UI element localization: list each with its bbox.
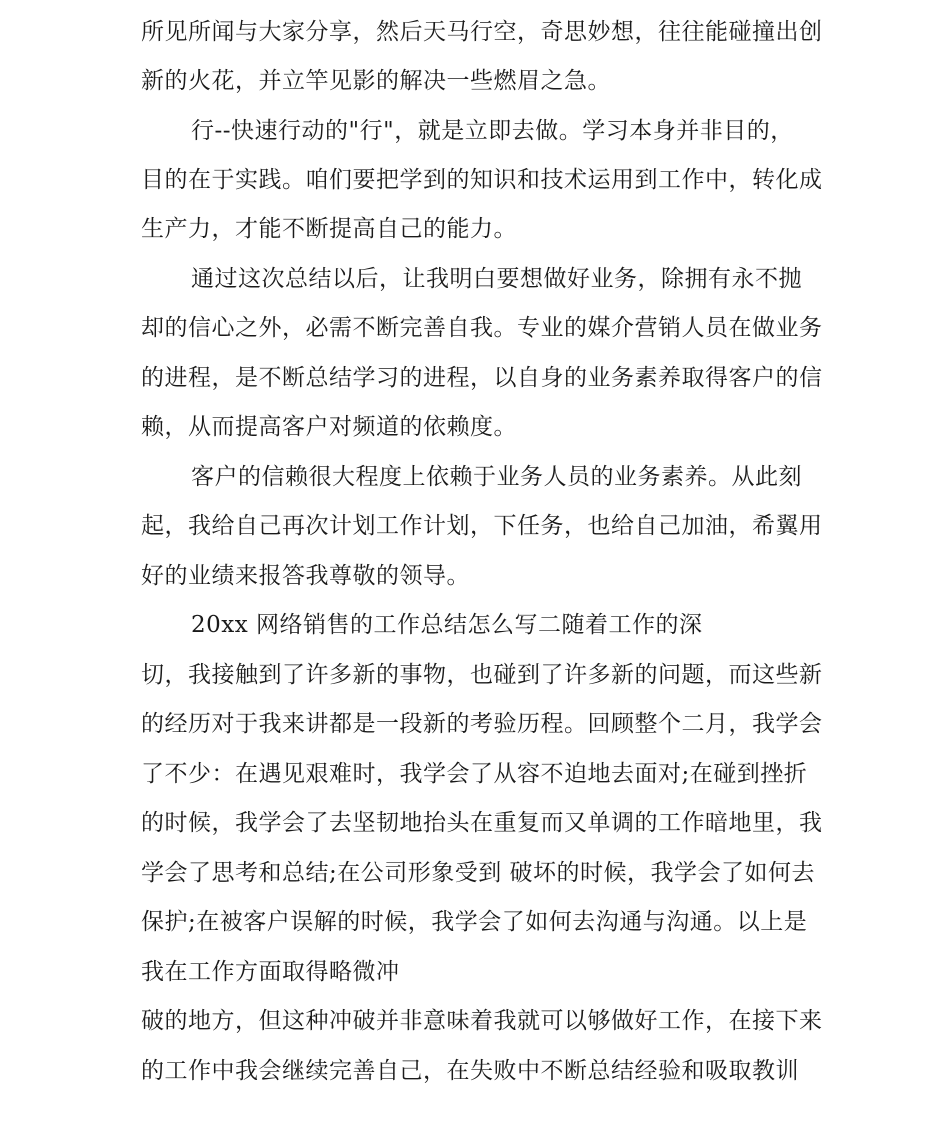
text-line: 好的业绩来报答我尊敬的领导。	[141, 563, 470, 589]
text-line: 学会了思考和总结;在公司形象受到 破坏的时候，我学会了如何去	[141, 860, 816, 886]
text-line: 保护;在被客户误解的时候，我学会了如何去沟通与沟通。以上是	[141, 909, 808, 935]
text-line: 的经历对于我来讲都是一段新的考验历程。回顾整个二月，我学会	[141, 711, 823, 737]
text-line: 的进程，是不断总结学习的进程，以自身的业务素养取得客户的信	[141, 365, 823, 391]
text-line: 了不少：在遇见艰难时，我学会了从容不迫地去面对;在碰到挫折	[141, 761, 808, 787]
paragraph-first-line: 客户的信赖很大程度上依赖于业务人员的业务素养。从此刻	[191, 464, 802, 490]
paragraph-first-line: 20xx 网络销售的工作总结怎么写二随着工作的深	[191, 612, 703, 638]
text-line: 却的信心之外，必需不断完善自我。专业的媒介营销人员在做业务	[141, 315, 823, 341]
text-line: 的工作中我会继续完善自己，在失败中不断总结经验和吸取教训	[141, 1058, 799, 1084]
text-line: 起，我给自己再次计划工作计划，下任务，也给自己加油，希翼用	[141, 513, 823, 539]
text-line: 我在工作方面取得略微冲	[141, 959, 400, 985]
text-line: 赖，从而提高客户对频道的依赖度。	[141, 414, 517, 440]
paragraph-first-line: 行--快速行动的"行"，就是立即去做。学习本身并非目的，	[191, 118, 794, 144]
text-line: 新的火花，并立竿见影的解决一些燃眉之急。	[141, 68, 611, 94]
paragraph-first-line: 通过这次总结以后，让我明白要想做好业务，除拥有永不抛	[191, 266, 802, 292]
text-line: 切，我接触到了许多新的事物，也碰到了许多新的问题，而这些新	[141, 662, 823, 688]
text-line: 目的在于实践。咱们要把学到的知识和技术运用到工作中，转化成	[141, 167, 823, 193]
text-line: 生产力，才能不断提高自己的能力。	[141, 216, 517, 242]
text-line: 的时候，我学会了去坚韧地抬头在重复而又单调的工作暗地里，我	[141, 810, 823, 836]
text-line: 所见所闻与大家分享，然后天马行空，奇思妙想，往往能碰撞出创	[141, 19, 823, 45]
text-line: 破的地方，但这种冲破并非意味着我就可以够做好工作，在接下来	[141, 1008, 823, 1034]
